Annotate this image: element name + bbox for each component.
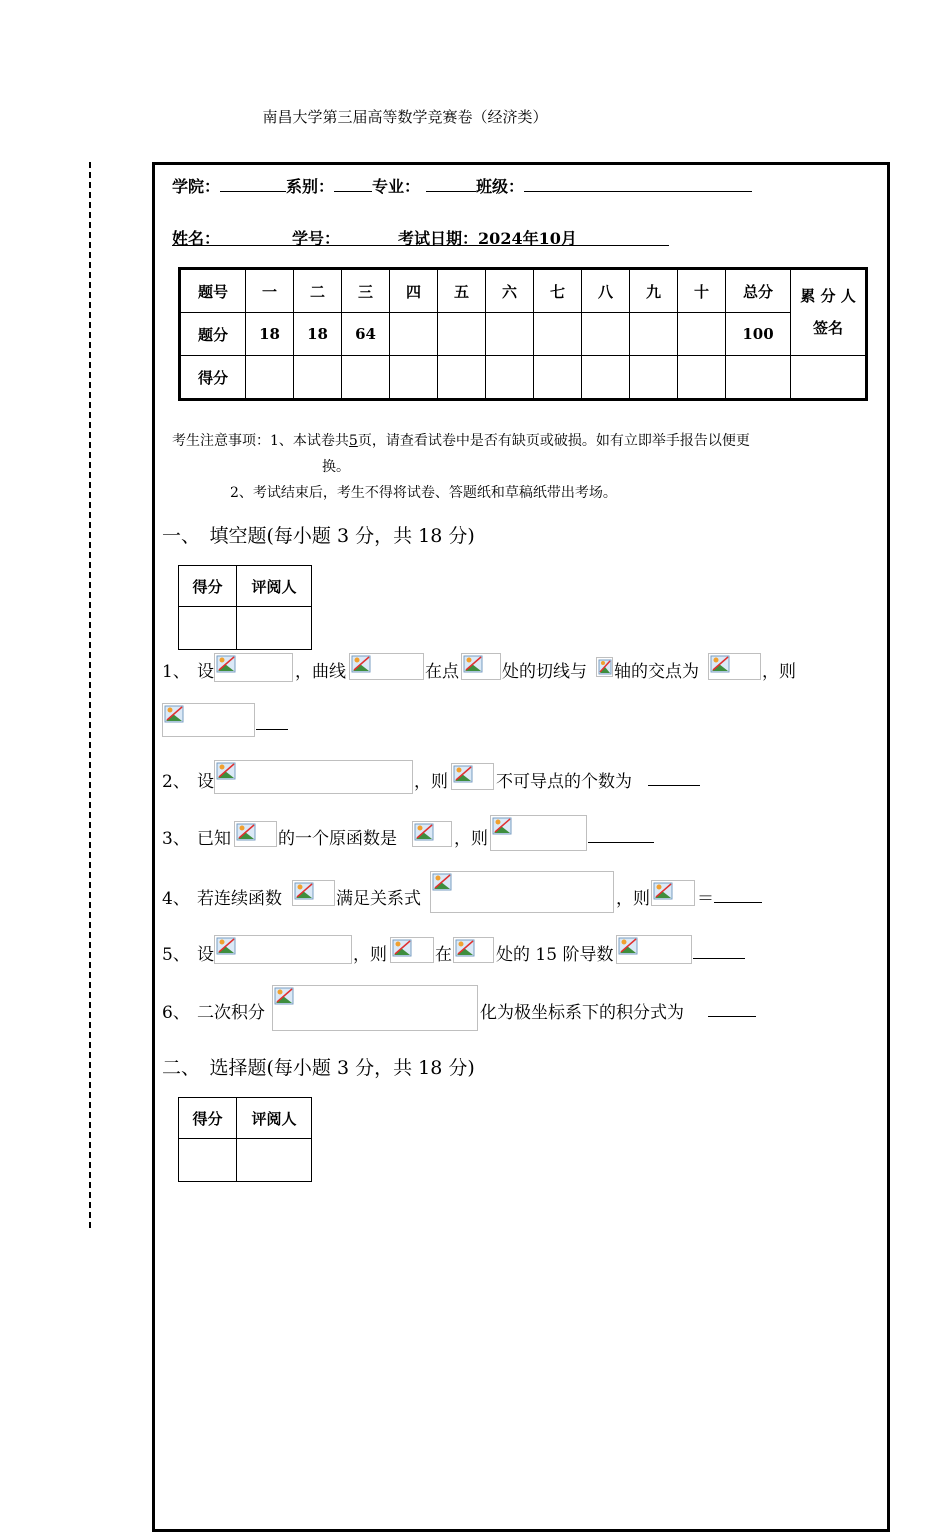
score-cell[interactable] bbox=[438, 356, 486, 400]
broken-image-icon bbox=[392, 939, 412, 957]
points-cell bbox=[582, 313, 630, 356]
score-cell[interactable] bbox=[534, 356, 582, 400]
notice-prefix: 考生注意事项：1、本试卷共 bbox=[172, 433, 349, 449]
score-cell[interactable] bbox=[678, 356, 726, 400]
grader-reviewer-label: 评阅人 bbox=[237, 1098, 312, 1139]
q2-num: 2、 bbox=[162, 772, 190, 792]
exam-title: 南昌大学第三届高等数学竞赛卷（经济类） bbox=[262, 108, 548, 126]
broken-image-icon bbox=[236, 823, 256, 841]
section2-grader-table bbox=[178, 1097, 312, 1182]
q4-answer-blank[interactable] bbox=[714, 902, 762, 903]
q5-text-4: 处的 15 阶导数 bbox=[496, 945, 614, 965]
formula-image bbox=[292, 880, 335, 906]
col-header: 三 bbox=[342, 269, 390, 313]
score-cell[interactable] bbox=[486, 356, 534, 400]
points-cell: 64 bbox=[342, 313, 390, 356]
broken-image-icon bbox=[653, 882, 673, 900]
col-header: 总分 bbox=[726, 269, 791, 313]
broken-image-icon bbox=[216, 937, 236, 955]
formula-image bbox=[451, 763, 494, 790]
formula-image bbox=[430, 871, 614, 913]
q1-text-1: 设 bbox=[197, 662, 214, 682]
broken-image-icon bbox=[598, 659, 612, 675]
formula-image bbox=[214, 653, 293, 682]
q1-text-6: ，则 bbox=[762, 662, 796, 682]
notice-line-1 bbox=[172, 430, 750, 450]
broken-image-icon bbox=[274, 987, 294, 1005]
grader-reviewer-cell[interactable] bbox=[237, 607, 312, 650]
formula-image bbox=[390, 937, 434, 963]
score-cell[interactable] bbox=[246, 356, 294, 400]
formula-image bbox=[651, 880, 695, 906]
score-cell[interactable] bbox=[630, 356, 678, 400]
formula-image bbox=[349, 653, 424, 680]
q6-answer-blank[interactable] bbox=[708, 1016, 756, 1017]
info-line-2 bbox=[172, 226, 669, 246]
q1-num: 1、 bbox=[162, 662, 190, 682]
formula-image bbox=[708, 653, 761, 680]
q5-text-2: ，则 bbox=[353, 945, 387, 965]
reviewer-label: 累 分 人 bbox=[800, 287, 856, 305]
q4-text-1: 若连续函数 bbox=[197, 889, 282, 909]
formula-image bbox=[453, 937, 494, 963]
section1-title: 一、 填空题(每小题 3 分，共 18 分) bbox=[162, 525, 475, 547]
formula-image bbox=[412, 821, 452, 847]
grader-score-cell[interactable] bbox=[179, 607, 237, 650]
reviewer-cell bbox=[791, 269, 867, 356]
col-header: 十 bbox=[678, 269, 726, 313]
q2-text-1: 设 bbox=[197, 772, 214, 792]
student-id-label: 学号： bbox=[292, 229, 341, 248]
q1-answer-blank[interactable] bbox=[256, 729, 288, 730]
section1-grader-table bbox=[178, 565, 312, 650]
q4-text-2: 满足关系式 bbox=[336, 889, 421, 909]
class-blank[interactable] bbox=[524, 174, 752, 192]
score-cell[interactable] bbox=[791, 356, 867, 400]
broken-image-icon bbox=[463, 655, 483, 673]
row-label: 题分 bbox=[180, 313, 246, 356]
q2-answer-blank[interactable] bbox=[648, 785, 700, 786]
formula-image bbox=[596, 657, 613, 677]
department-blank[interactable] bbox=[334, 174, 372, 192]
grader-reviewer-label: 评阅人 bbox=[237, 566, 312, 607]
grader-score-label: 得分 bbox=[179, 1098, 237, 1139]
college-blank[interactable] bbox=[220, 174, 286, 192]
binding-line bbox=[89, 162, 91, 1228]
row-label: 得分 bbox=[180, 356, 246, 400]
major-label: 专业： bbox=[372, 177, 421, 196]
points-cell: 100 bbox=[726, 313, 791, 356]
notice-wrap: 换。 bbox=[322, 459, 350, 475]
formula-image bbox=[616, 935, 692, 964]
q1-text-5: 轴的交点为 bbox=[614, 662, 699, 682]
points-cell bbox=[486, 313, 534, 356]
score-cell[interactable] bbox=[294, 356, 342, 400]
exam-date: 2024年10月 bbox=[478, 229, 577, 248]
q6-text-1: 二次积分 bbox=[197, 1003, 265, 1023]
formula-image bbox=[234, 821, 277, 847]
q5-text-3: 在 bbox=[435, 945, 452, 965]
q4-num: 4、 bbox=[162, 889, 190, 909]
broken-image-icon bbox=[432, 873, 452, 891]
broken-image-icon bbox=[351, 655, 371, 673]
q3-text-1: 已知 bbox=[197, 829, 231, 849]
points-cell bbox=[630, 313, 678, 356]
notice-suffix: 页，请查看试卷中是否有缺页或破损。如有立即举手报告以便更 bbox=[357, 433, 750, 449]
points-cell bbox=[678, 313, 726, 356]
formula-image bbox=[214, 760, 413, 794]
col-header: 一 bbox=[246, 269, 294, 313]
q3-num: 3、 bbox=[162, 829, 190, 849]
notice-pages: 5 bbox=[348, 433, 358, 449]
broken-image-icon bbox=[710, 655, 730, 673]
major-blank[interactable] bbox=[426, 174, 476, 192]
q2-text-2: ，则 bbox=[414, 772, 448, 792]
points-cell: 18 bbox=[294, 313, 342, 356]
formula-image bbox=[490, 815, 587, 851]
broken-image-icon bbox=[414, 823, 434, 841]
formula-image bbox=[461, 653, 501, 680]
q6-text-2: 化为极坐标系下的积分式为 bbox=[480, 1003, 684, 1023]
col-header: 四 bbox=[390, 269, 438, 313]
broken-image-icon bbox=[164, 705, 184, 723]
q2-text-3: 不可导点的个数为 bbox=[496, 772, 632, 792]
broken-image-icon bbox=[618, 937, 638, 955]
col-header: 七 bbox=[534, 269, 582, 313]
exam-date-label: 考试日期： bbox=[398, 229, 479, 248]
q4-text-4: ＝ bbox=[697, 889, 714, 909]
score-cell[interactable] bbox=[726, 356, 791, 400]
score-table bbox=[178, 267, 868, 401]
points-cell bbox=[438, 313, 486, 356]
name-label: 姓名： bbox=[172, 229, 221, 248]
q5-text-1: 设 bbox=[197, 945, 214, 965]
q3-text-2: 的一个原函数是 bbox=[278, 829, 397, 849]
q1-text-4: 处的切线与 bbox=[502, 662, 587, 682]
broken-image-icon bbox=[453, 765, 473, 783]
info-line-1 bbox=[172, 174, 752, 197]
broken-image-icon bbox=[216, 655, 236, 673]
section2-title: 二、 选择题(每小题 3 分，共 18 分) bbox=[162, 1057, 475, 1079]
broken-image-icon bbox=[492, 817, 512, 835]
broken-image-icon bbox=[294, 882, 314, 900]
department-label: 系别： bbox=[286, 177, 335, 196]
score-cell[interactable] bbox=[582, 356, 630, 400]
formula-image bbox=[214, 935, 352, 964]
grader-score-label: 得分 bbox=[179, 566, 237, 607]
points-cell bbox=[390, 313, 438, 356]
q5-num: 5、 bbox=[162, 945, 190, 965]
class-label: 班级： bbox=[476, 177, 525, 196]
q1-text-2: ，曲线 bbox=[295, 662, 346, 682]
row-label: 题号 bbox=[180, 269, 246, 313]
broken-image-icon bbox=[216, 762, 236, 780]
notice-item-2: 2、考试结束后，考生不得将试卷、答题纸和草稿纸带出考场。 bbox=[230, 485, 617, 501]
college-label: 学院： bbox=[172, 177, 221, 196]
grader-reviewer-cell[interactable] bbox=[237, 1139, 312, 1182]
score-cell[interactable] bbox=[390, 356, 438, 400]
sign-label: 签名 bbox=[812, 319, 843, 337]
score-cell[interactable] bbox=[342, 356, 390, 400]
q4-text-3: ，则 bbox=[616, 889, 650, 909]
grader-score-cell[interactable] bbox=[179, 1139, 237, 1182]
q1-text-3: 在点 bbox=[425, 662, 459, 682]
q6-num: 6、 bbox=[162, 1003, 190, 1023]
q3-answer-blank[interactable] bbox=[588, 842, 654, 843]
q3-text-3: ，则 bbox=[454, 829, 488, 849]
broken-image-icon bbox=[455, 939, 475, 957]
points-cell: 18 bbox=[246, 313, 294, 356]
col-header: 八 bbox=[582, 269, 630, 313]
formula-image bbox=[162, 703, 255, 737]
col-header: 六 bbox=[486, 269, 534, 313]
col-header: 九 bbox=[630, 269, 678, 313]
q5-answer-blank[interactable] bbox=[693, 958, 745, 959]
points-cell bbox=[534, 313, 582, 356]
col-header: 五 bbox=[438, 269, 486, 313]
col-header: 二 bbox=[294, 269, 342, 313]
formula-image bbox=[272, 985, 478, 1031]
